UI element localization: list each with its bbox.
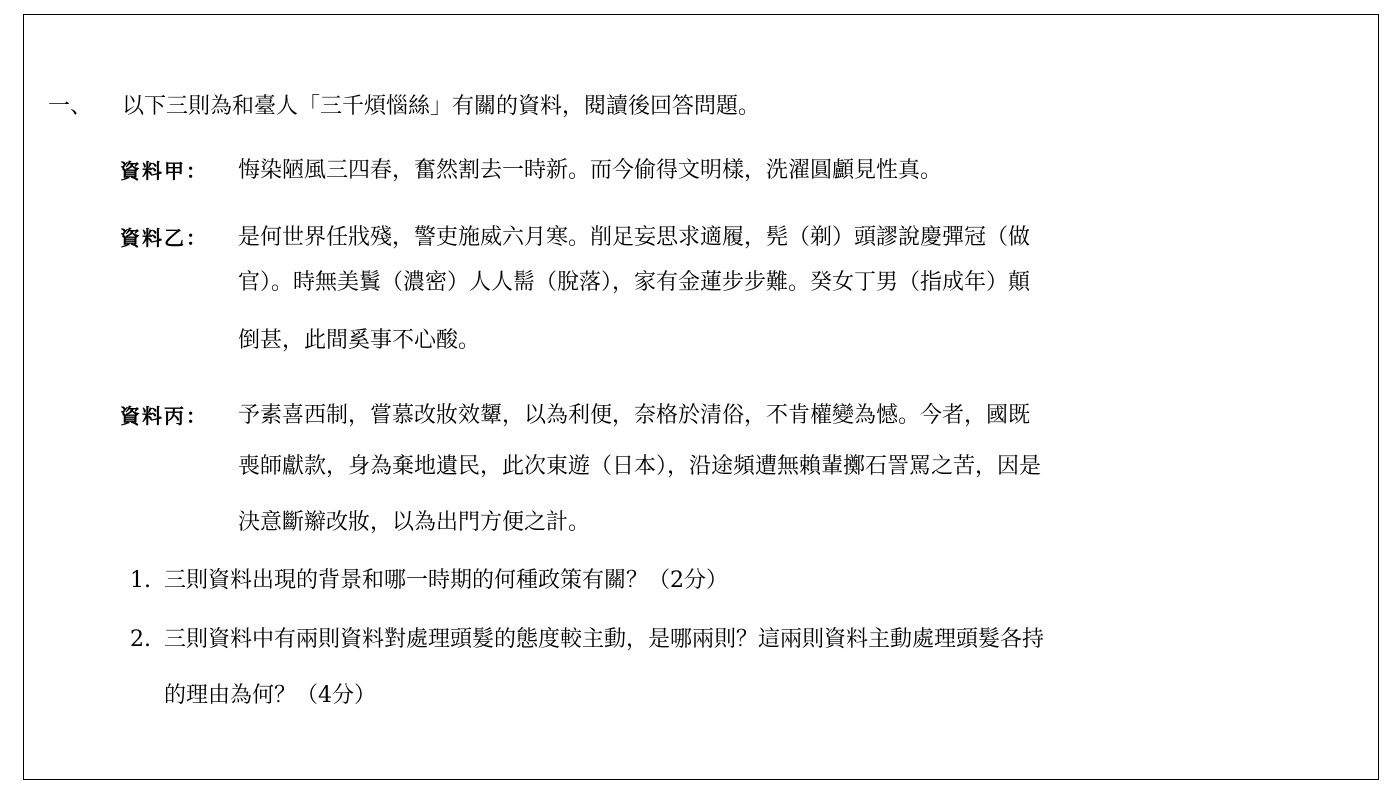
question-1-number: 1. xyxy=(130,568,151,593)
source-yi-label: 資料乙： xyxy=(120,226,208,250)
source-jia-text: 悔染陋風三四春，奮然割去一時新。而今偷得文明樣，洗濯圓顱見性真。 xyxy=(238,158,943,183)
question-frame xyxy=(23,14,1379,780)
question-2-text-continued: 的理由為何？（4分） xyxy=(164,683,376,708)
source-yi-line-1: 是何世界任戕殘，警吏施威六月寒。削足妄思求適履，髡（剃）頭謬說慶彈冠（做 xyxy=(238,225,1031,250)
source-yi-line-3: 倒甚，此間奚事不心酸。 xyxy=(238,328,481,353)
source-bing-line-2: 喪師獻款，身為棄地遺民，此次東遊（日本），沿途頻遭無賴輩擲石詈罵之苦，因是 xyxy=(238,454,1042,479)
source-bing-line-3: 決意斷辮改妝，以為出門方便之計。 xyxy=(238,510,591,535)
source-bing-line-1: 予素喜西制，嘗慕改妝效顰，以為利便，奈格於清俗，不肯權變為憾。今者，國既 xyxy=(238,403,1031,428)
section-number: 一、 xyxy=(48,94,93,119)
question-1-text: 三則資料出現的背景和哪一時期的何種政策有關？（2分） xyxy=(164,568,728,593)
source-yi-line-2: 官）。時無美鬒（濃密）人人髵（脫落），家有金蓮步步難。癸女丁男（指成年）顛 xyxy=(238,270,1031,295)
question-2-number: 2. xyxy=(130,627,151,652)
source-bing-label: 資料丙： xyxy=(120,404,208,428)
source-jia-label: 資料甲： xyxy=(120,159,208,183)
section-intro: 以下三則為和臺人「三千煩惱絲」有關的資料，閱讀後回答問題。 xyxy=(122,94,761,119)
question-2-text: 三則資料中有兩則資料對處理頭髮的態度較主動，是哪兩則？這兩則資料主動處理頭髮各持 xyxy=(164,627,1045,652)
